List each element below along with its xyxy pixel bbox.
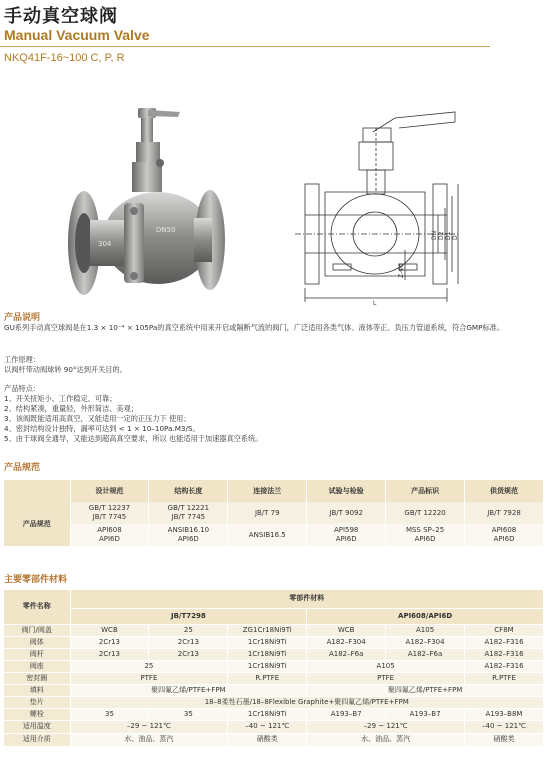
photo-mark-material: 304: [98, 240, 112, 248]
table-cell: A193–B7: [386, 708, 465, 720]
table-row: [4, 672, 544, 684]
table-cell: 1Cr18Ni9Ti: [228, 648, 307, 660]
table-cell: A193–B8M: [465, 708, 544, 720]
table-cell: API598 API6D: [307, 524, 386, 546]
table-cell: WCB: [307, 624, 386, 636]
table-cell: A105: [307, 660, 465, 672]
dim-l: L: [373, 300, 377, 305]
standard-api-header: API608/API6D: [307, 608, 544, 624]
valve-photo: [60, 108, 230, 298]
table-cell: WCB: [70, 624, 149, 636]
table-cell: –29 ~ 121℃: [307, 720, 465, 733]
table-cell: 1Cr18Ni9Ti: [228, 636, 307, 648]
table-cell: 2Cr13: [149, 648, 228, 660]
page-title: 手动真空球阀: [4, 6, 118, 27]
table-row: [4, 648, 544, 660]
table-cell: MSS SP–25 API6D: [386, 524, 465, 546]
row-label: 适用介质: [4, 733, 70, 746]
table-corner: [4, 480, 70, 502]
table-row: [4, 624, 544, 636]
table-row: [4, 636, 544, 648]
dim-d: D: [452, 235, 459, 240]
column-header: 供货规范: [465, 480, 544, 502]
table-cell: ANSIB16.5: [228, 524, 307, 546]
table-cell: JB/T 7928: [465, 502, 544, 524]
standards-table: [4, 480, 544, 546]
row-label: 填料: [4, 684, 70, 696]
materials-table: [4, 590, 544, 747]
table-cell: API608 API6D: [465, 524, 544, 546]
table-row: [4, 708, 544, 720]
table-cell: A182–F304: [307, 636, 386, 648]
row-label: 垫片: [4, 696, 70, 708]
table-cell: R.PTFE: [465, 672, 544, 684]
feature-item: 5、由于球阀全通导，又能达到超高真空要求，所以 也能适用于加速器真空系统。: [4, 434, 263, 443]
photo-mark-dn: DN50: [156, 226, 176, 234]
dim-d1: D1: [445, 231, 452, 240]
standard-jb-header: JB/T7298: [70, 608, 307, 624]
table-cell: A182–F316: [465, 660, 544, 672]
model-number: NKQ41F-16~100 C, P, R: [4, 52, 125, 64]
dim-bolt: Z-Φd: [398, 263, 405, 278]
header-divider: [0, 46, 490, 47]
feature-item: 4、密封结构设计独特，漏率可达到 < 1 × 10–10Pa.M3/S。: [4, 424, 200, 433]
feature-item: 3、该阀既能适用高真空，又能适用一定的正压力下 使用；: [4, 414, 191, 423]
column-header: 结构长度: [149, 480, 228, 502]
column-header: 产品标识: [386, 480, 465, 502]
row-label: 产品规范: [4, 502, 70, 546]
table-cell: A182–F316: [465, 648, 544, 660]
table-cell: A182–F304: [386, 636, 465, 648]
table-cell: 水、油品、蒸汽: [307, 733, 465, 746]
table-cell: 25: [70, 660, 228, 672]
table-cell: –40 ~ 121℃: [228, 720, 307, 733]
feature-item: 2、结构紧凑，重量轻，外形简洁、美观；: [4, 404, 138, 413]
table-cell: GB/T 12221 JB/T 7745: [149, 502, 228, 524]
table-cell: 水、油品、蒸汽: [70, 733, 228, 746]
table-cell: 硝酸类: [465, 733, 544, 746]
table-cell: A182–F6a: [386, 648, 465, 660]
dim-d2: D2: [438, 231, 445, 240]
table-cell: PTFE: [307, 672, 465, 684]
table-row: [4, 733, 544, 746]
row-label: 阀座: [4, 660, 70, 672]
dim-dn: DN: [431, 230, 438, 240]
table-cell: CF8M: [465, 624, 544, 636]
principle-title: 工作原理：: [4, 355, 40, 364]
table-cell: API608 API6D: [70, 524, 149, 546]
row-label: 适用温度: [4, 720, 70, 733]
table-cell: 2Cr13: [70, 636, 149, 648]
table-row: [4, 524, 544, 546]
table-cell: 1Cr18Ni9Ti: [228, 708, 307, 720]
feature-item: 1、开关扭矩小、工作稳定、可靠；: [4, 394, 117, 403]
table-cell: 聚四氟乙烯/PTFE+FPM: [307, 684, 544, 696]
table-cell: ZG1Cr18Ni9Ti: [228, 624, 307, 636]
table-cell: 25: [149, 624, 228, 636]
table-row: [4, 660, 544, 672]
row-label: 阀体: [4, 636, 70, 648]
table-cell: JB/T 9092: [307, 502, 386, 524]
table-cell: R.PTFE: [228, 672, 307, 684]
table-cell: 35: [70, 708, 149, 720]
table-row: [4, 696, 544, 708]
description-heading: 产品说明: [4, 313, 41, 323]
row-label: 螺栓: [4, 708, 70, 720]
table-cell: A182–F316: [465, 636, 544, 648]
table-cell: –29 ~ 121℃: [70, 720, 228, 733]
table-row: [4, 502, 544, 524]
column-header: 连接法兰: [228, 480, 307, 502]
table-cell: A105: [386, 624, 465, 636]
principle-text: 以阀杆带动阀球转 90°达到开关目的。: [4, 365, 127, 374]
row-label: 阀杆: [4, 648, 70, 660]
row-label: 密封圈: [4, 672, 70, 684]
table-cell: PTFE: [70, 672, 228, 684]
material-header: 零部件材料: [70, 590, 544, 608]
table-cell: 聚四氟乙烯/PTFE+FPM: [70, 684, 307, 696]
table-cell: 35: [149, 708, 228, 720]
table-cell: JB/T 79: [228, 502, 307, 524]
table-row: [4, 684, 544, 696]
table-cell: 硝酸类: [228, 733, 307, 746]
table-cell: 1Cr18Ni9Ti: [228, 660, 307, 672]
table-cell: GB/T 12237 JB/T 7745: [70, 502, 149, 524]
valve-drawing: [295, 100, 460, 305]
table-cell: 18–8柔性石墨/18–8Flexible Graphite+聚四氟乙烯/PTFE+FPM: [70, 696, 544, 708]
table-cell: 2Cr13: [149, 636, 228, 648]
table-cell: A193–B7: [307, 708, 386, 720]
page-subtitle: Manual Vacuum Valve: [4, 27, 150, 43]
table-cell: 2Cr13: [70, 648, 149, 660]
table-cell: ANSIB16.10 API6D: [149, 524, 228, 546]
table-row: [4, 720, 544, 733]
table-cell: –40 ~ 121℃: [465, 720, 544, 733]
row-label: 阀门/阀盖: [4, 624, 70, 636]
part-name-header: 零件名称: [4, 590, 70, 624]
column-header: 设计规范: [70, 480, 149, 502]
standards-heading: 产品规范: [4, 463, 41, 473]
table-cell: GB/T 12220: [386, 502, 465, 524]
column-header: 试验与检验: [307, 480, 386, 502]
table-cell: A182–F6a: [307, 648, 386, 660]
materials-heading: 主要零部件材料: [4, 575, 68, 585]
description-intro: GU系列手动真空球阀是在1.3 × 10⁻⁴ × 105Pa的真空系统中用来开启或隔断气流的阀门，广泛适用各类气体、液体等正、负压力管道系统，符合GMP标准。: [4, 323, 505, 332]
features-title: 产品特点：: [4, 384, 40, 393]
